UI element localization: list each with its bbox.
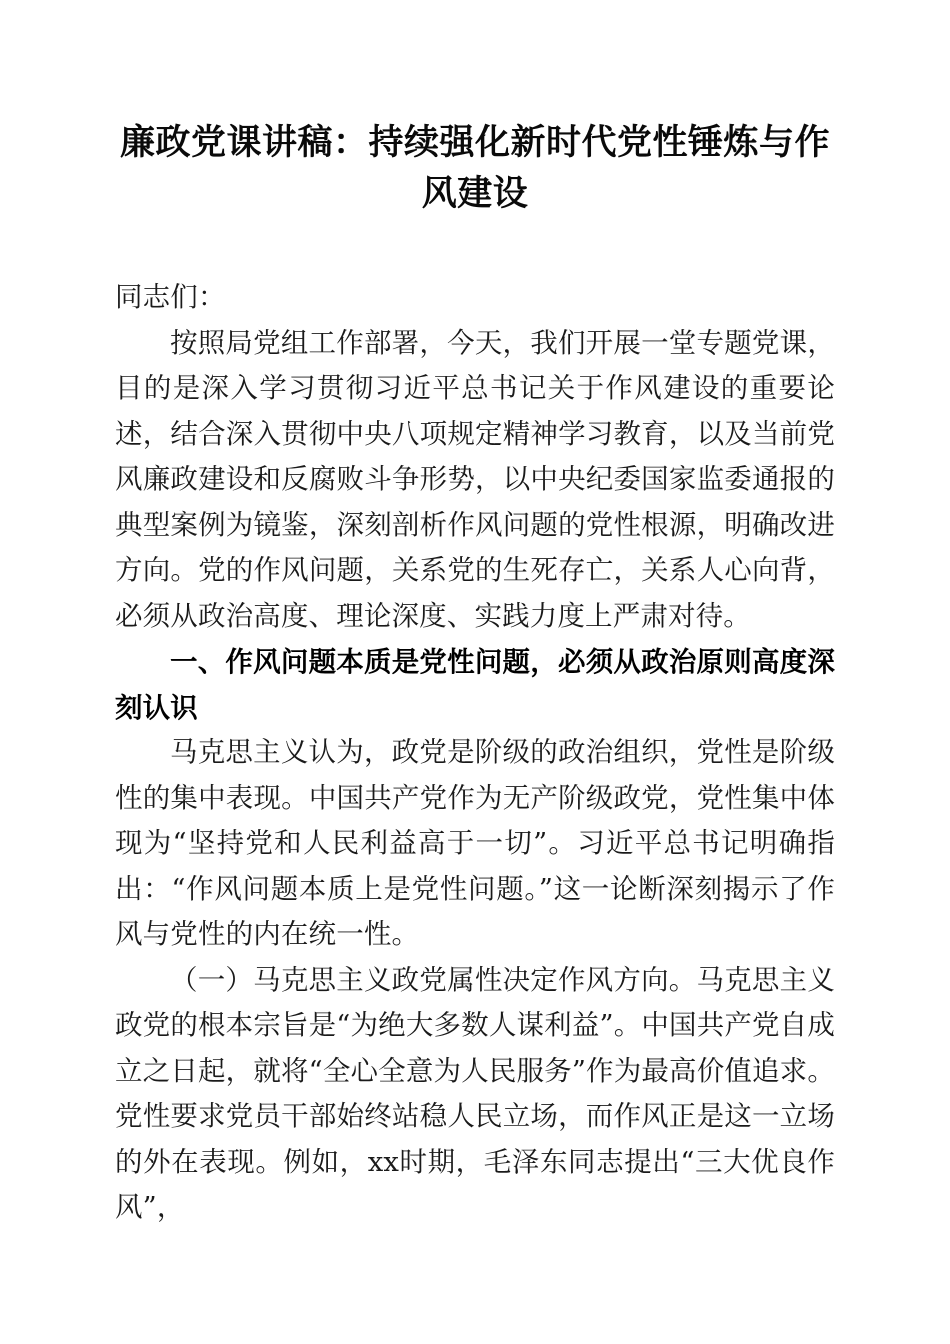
opening-paragraph: 按照局党组工作部署，今天，我们开展一堂专题党课，目的是深入学习贯彻习近平总书记关于作风建设的重要论述，结合深入贯彻中央八项规定精神学习教育，以及当前党风廉政建设和反腐败斗争形势，以中央纪委国家监委通报的典型案例为镜鉴，深刻剖析作风问题的党性根源，明确改进方向。党的作风问题，关系党的生死存亡，关系人心向背，必须从政治高度、理论深度、实践力度上严肃对待。 [115, 326, 835, 632]
salutation-line: 同志们： [115, 281, 226, 313]
marxism-paragraph: 马克思主义认为，政党是阶级的政治组织，党性是阶级性的集中表现。中国共产党作为无产阶级政党，党性集中体现为“坚持党和人民利益高于一切”。习近平总书记明确指出：“作风问题本质上是党性问题。”这一论断深刻揭示了作风与党性的内在统一性。 [115, 736, 835, 950]
document-content [115, 0, 835, 1231]
page-title: 廉政党课讲稿：持续强化新时代党性锤炼与作风建设 [119, 123, 830, 213]
section-heading-one: 一、作风问题本质是党性问题，必须从政治原则高度深刻认识 [115, 646, 835, 723]
subsection-one-paragraph: （一）马克思主义政党属性决定作风方向。马克思主义政党的根本宗旨是“为绝大多数人谋利益”。中国共产党自成立之日起，就将“全心全意为人民服务”作为最高价值追求。党性要求党员干部始终站稳人民立场，而作风正是这一立场的外在表现。例如，xx时期，毛泽东同志提出“三大优良作风”， [115, 963, 835, 1223]
